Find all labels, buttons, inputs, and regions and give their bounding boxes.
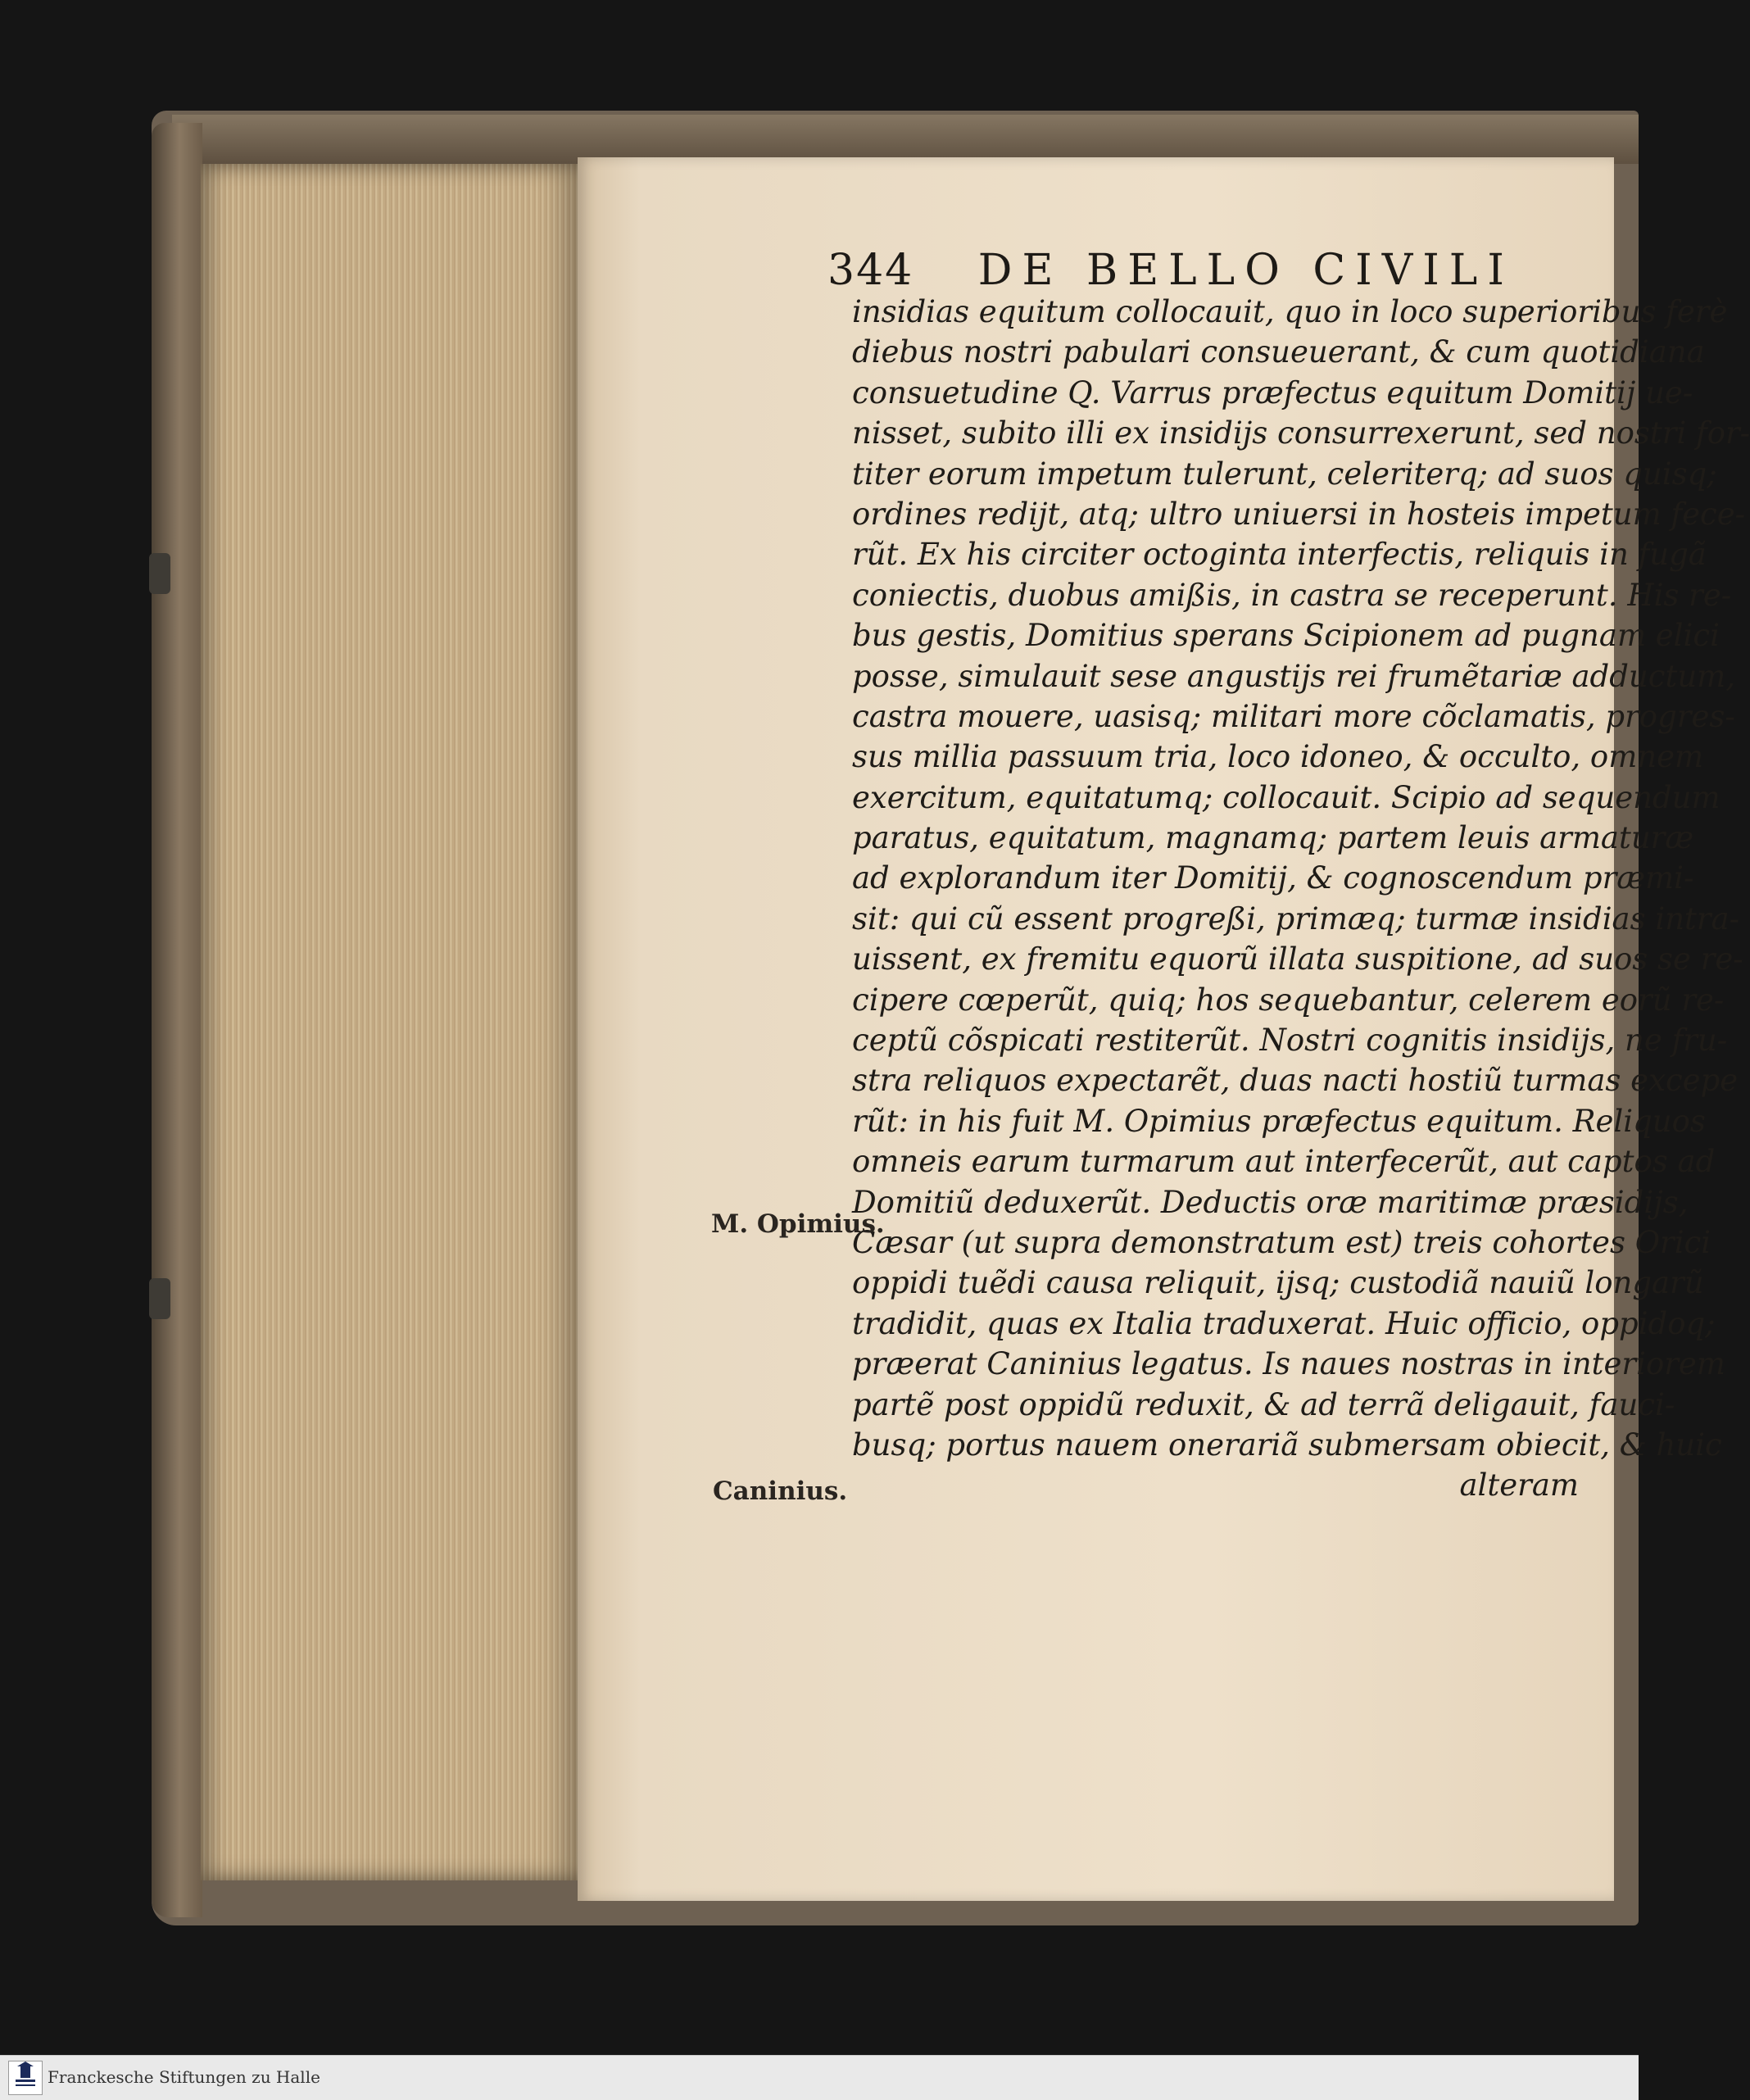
text-line: ad explorandum iter Domitij, & cognoscendum præmi- <box>852 860 1694 896</box>
text-line: cipere cœperũt, quiq; hos sequebantur, celerem eorũ re- <box>852 982 1725 1018</box>
book-top-edge <box>172 115 1639 164</box>
book-cover-edge <box>152 123 202 1917</box>
text-line: omneis earum turmarum aut interfecerũt, aut captos ad <box>852 1144 1716 1180</box>
text-line: ceptũ cõspicati restiterũt. Nostri cognitis insidijs, ne fru- <box>852 1023 1728 1059</box>
text-line: titer eorum impetum tulerunt, celeriterq; ad suos quisq; <box>852 456 1717 492</box>
text-line: diebus nostri pabulari consueuerant, & cum quotidiana <box>852 334 1705 370</box>
running-head <box>827 246 1514 295</box>
text-line: consuetudine Q. Varrus præfectus equitum Domitij ue- <box>852 374 1693 410</box>
text-line: Domitiũ deduxerũt. Deductis oræ maritimæ præsidijs, <box>852 1184 1689 1220</box>
text-line: partẽ post oppidũ reduxit, & ad terrã deligauit, fauci- <box>852 1386 1675 1422</box>
page-number: 344 <box>827 246 914 295</box>
text-line: rũt: in his fuit M. Opimius præfectus equitum. Reliquos <box>852 1103 1706 1139</box>
running-head-title: DE BELLO CIVILI <box>977 246 1514 295</box>
viewer-footer <box>0 2055 1639 2100</box>
text-line: uissent, ex fremitu equorũ illata suspitione, ad suos se re- <box>852 941 1743 977</box>
text-line: exercitum, equitatumq; collocauit. Scipio ad sequendum <box>852 779 1721 815</box>
text-line: ordines redijt, atq; ultro uniuersi in hosteis impetum fece- <box>852 496 1746 532</box>
marginal-note-opimius: M. Opimius. <box>711 1209 885 1239</box>
text-line: sus millia passuum tria, loco idoneo, & occulto, omnem <box>852 739 1704 775</box>
page-fore-edge <box>201 164 579 1880</box>
text-line: stra reliquos expectarẽt, duas nacti hostiũ turmas excepe <box>852 1063 1739 1099</box>
text-line: posse, simulauit sese angustijs rei frumẽtariæ adductum, <box>852 658 1736 694</box>
institution-name[interactable]: Franckesche Stiftungen zu Halle <box>48 2067 320 2087</box>
text-line: insidias equitum collocauit, quo in loco superioribus ferè <box>852 294 1728 329</box>
body-text <box>852 292 1750 1506</box>
text-line: coniectis, duobus amißis, in castra se receperunt. His re- <box>852 577 1732 613</box>
institution-logo-icon <box>8 2061 43 2095</box>
text-line: nisset, subito illi ex insidijs consurrexerunt, sed nostri for- <box>852 415 1750 451</box>
text-line: castra mouere, uasisq; militari more cõclamatis, progres- <box>852 698 1735 734</box>
text-line: tradidit, quas ex Italia traduxerat. Huic officio, oppidoq; <box>852 1305 1716 1341</box>
clasp-upper <box>149 553 170 594</box>
text-line: Cæsar (ut supra demonstratum est) treis cohortes Orici <box>852 1224 1711 1260</box>
text-line: rũt. Ex his circiter octoginta interfectis, reliquis in fugã <box>852 537 1707 573</box>
text-line: busq; portus nauem onerariã submersam obiecit, & huic <box>852 1426 1722 1463</box>
text-line: sit: qui cũ essent progreßi, primæq; turmæ insidias intra- <box>852 900 1740 937</box>
text-line: præerat Caninius legatus. Is naues nostras in interiorem <box>852 1346 1725 1382</box>
text-line: paratus, equitatum, magnamq; partem leuis armaturæ <box>852 820 1694 856</box>
clasp-lower <box>149 1278 170 1319</box>
text-line: oppidi tuẽdi causa reliquit, ijsq; custodiã nauiũ longarũ <box>852 1265 1704 1301</box>
catchword: alteram <box>1459 1467 1579 1504</box>
text-line: bus gestis, Domitius sperans Scipionem ad pugnam elici <box>852 618 1720 654</box>
marginal-note-caninius: Caninius. <box>713 1476 848 1506</box>
